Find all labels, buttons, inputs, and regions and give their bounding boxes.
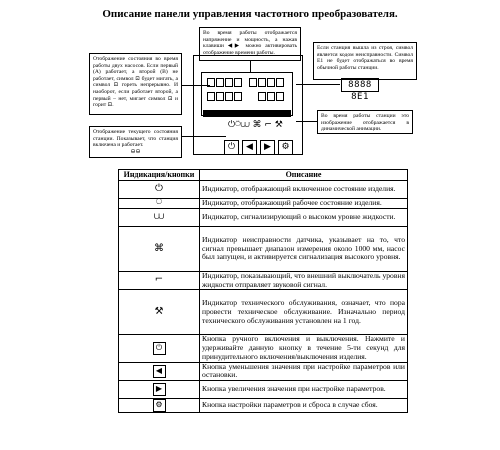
callout-runtime-display: Во время работы отображается напряжение и мощность, а нажав клавиши ◀▶ можно активировать отображение времени работы.: [199, 27, 301, 61]
table-row: [119, 362, 408, 380]
panel-indicator-icons: ⏻⍥⩊ ⌘ ⌐ ⚒: [228, 120, 283, 130]
callout-station-state-text: Отображение текущего состояния станции. Показывает, что станция включена и работает.: [93, 129, 178, 149]
power-icon: ⏻: [119, 181, 200, 199]
row-description: Индикатор, сигнализирующий о высоком уровне жидкости.: [200, 209, 408, 227]
run-icon: ⍥: [119, 199, 200, 209]
page-title: Описание панели управления частотного преобразователя.: [102, 8, 398, 20]
table-row: [119, 181, 408, 199]
panel-settings-button[interactable]: ⚙: [278, 140, 293, 155]
row-description: Индикатор, отображающий включенное состояние изделия.: [200, 181, 408, 199]
table-row: [119, 272, 408, 290]
row-description: Кнопка уменьшения значения при настройке параметров или остановки.: [200, 362, 408, 380]
callout-pump-status: Отображение состояния во время работы двух насосов. Если первый (A) работает, а второй (B) не работает, символ ⊡ будет мигать, а символ ⊡ гореть непрерывно. И наоборот, если работает второй, а первый – нет, мигает символ ⊡ и горит ⊡.: [89, 53, 182, 115]
table-header-row: [119, 170, 408, 181]
row-description: Индикатор, отображающий рабочее состояние изделия.: [200, 199, 408, 209]
settings-reset-button-icon[interactable]: ⚙: [153, 399, 166, 412]
table-row: [119, 199, 408, 209]
row-description: Кнопка ручного включения и выключения. Нажмите и удерживайте данную кнопку в течение 5-ти секунд для принудительного включения/выключения изделия.: [200, 335, 408, 362]
left-arrow-button-icon[interactable]: ◀: [153, 365, 166, 378]
row-description: Индикатор технического обслуживания, означает, что пора провести техническое обслуживание. Изначально период технического обслуживания установлен на 1 год.: [200, 290, 408, 335]
table-row: [119, 209, 408, 227]
callout-station-state: [89, 126, 182, 158]
row-description: Кнопка настройки параметров и сброса в случае сбоя.: [200, 398, 408, 412]
column-header-description: Описание: [200, 170, 408, 181]
row-description: Кнопка увеличения значения при настройке параметров.: [200, 380, 408, 398]
lcd-status-strip: [203, 110, 291, 117]
wrench-icon: ⚒: [119, 290, 200, 335]
switch-icon: ⌐: [119, 272, 200, 290]
table-row: [119, 398, 408, 412]
row-description: Индикатор неисправности датчика, указывает на то, что сигнал превышает диапазон измерения около 1000 мм, насос был запущен, и активируется сигнализация высокого уровня.: [200, 227, 408, 272]
indicator-table: [118, 169, 408, 413]
panel-right-button[interactable]: ▶: [260, 140, 275, 155]
table-row: [119, 290, 408, 335]
panel-power-button[interactable]: ⏻: [224, 140, 239, 155]
table-row: [119, 380, 408, 398]
water-level-icon: ⩊: [119, 209, 200, 227]
callout-animation: Во время работы станции это изображение отображается в динамической анимации.: [317, 110, 413, 134]
row-description: Индикатор, показывающий, что внешний выключатель уровня жидкости отправляет звуковой сигнал.: [200, 272, 408, 290]
right-arrow-button-icon[interactable]: ▶: [153, 383, 166, 396]
column-header-indicator: Индикация/кнопки: [119, 170, 200, 181]
power-button-icon[interactable]: ⏻: [153, 342, 166, 355]
table-row: [119, 227, 408, 272]
table-row: [119, 335, 408, 362]
station-state-icons: ⊖⊖: [130, 147, 141, 155]
sensor-fault-icon: ⌘: [119, 227, 200, 272]
callout-error-code: Если станция вышла из строя, символ является кодом неисправности. Символ E1 не будет отображаться во время обычной работы станции.: [313, 42, 417, 80]
error-code-display: 8888 8E1: [341, 78, 379, 92]
panel-left-button[interactable]: ◀: [242, 140, 257, 155]
